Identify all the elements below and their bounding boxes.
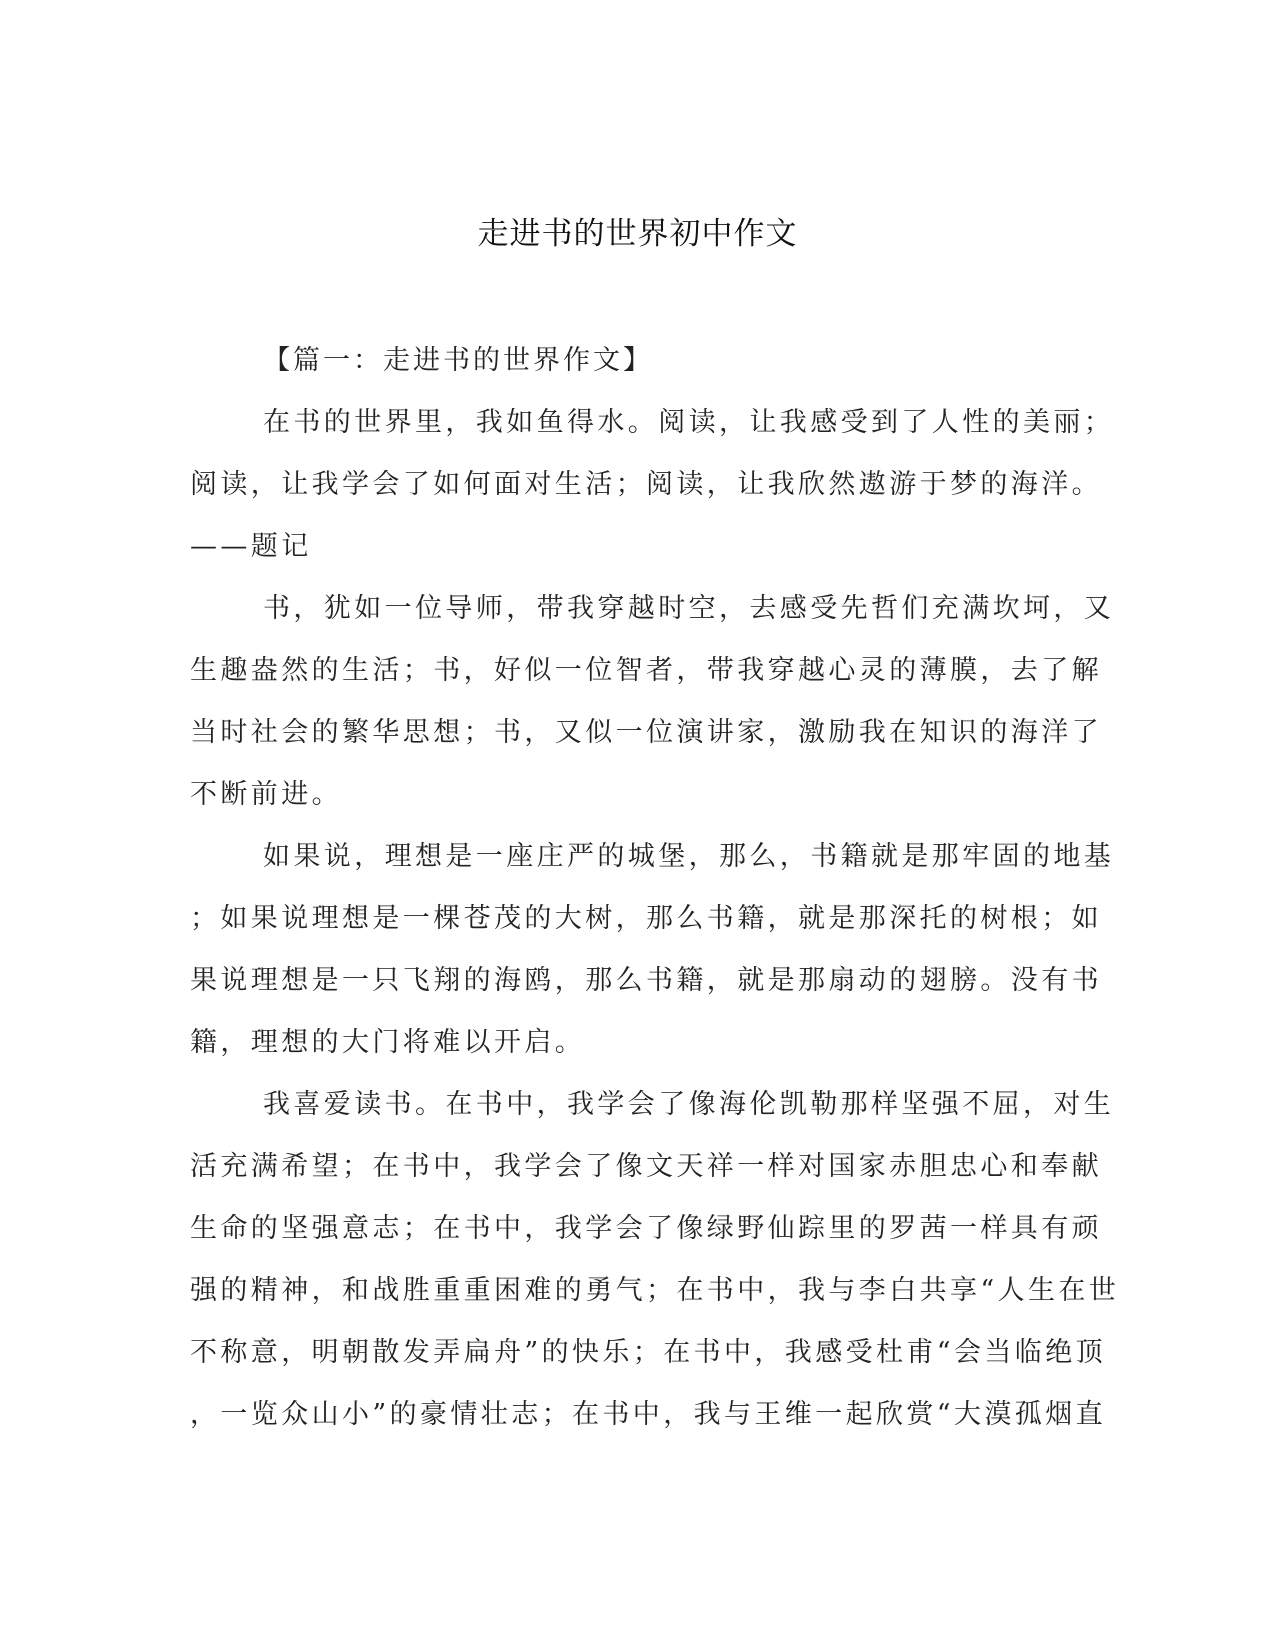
paragraph-ideal [190, 826, 1115, 1074]
paragraph-line: ；如果说理想是一棵苍茂的大树，那么书籍，就是那深托的树根；如 [190, 903, 1102, 934]
paragraph-line: 生趣盎然的生活；书，好似一位智者，带我穿越心灵的薄膜，去了解 [190, 655, 1102, 686]
paragraph-line: 如果说，理想是一座庄严的城堡，那么，书籍就是那牢固的地基 [263, 841, 1115, 872]
paragraph-book-mentor [190, 578, 1115, 826]
document-title: 走进书的世界初中作文 [477, 216, 798, 252]
paragraph-line: 籍，理想的大门将难以开启。 [190, 1027, 586, 1058]
paragraph-epigraph [190, 392, 1115, 578]
paragraph-line: 当时社会的繁华思想；书，又似一位演讲家，激励我在知识的海洋了 [190, 717, 1102, 748]
paragraph-line: 书，犹如一位导师，带我穿越时空，去感受先哲们充满坎坷，又 [263, 593, 1115, 624]
paragraph-line: 强的精神，和战胜重重困难的勇气；在书中，我与李白共享“人生在世 [190, 1275, 1120, 1306]
paragraph-line: 活充满希望；在书中，我学会了像文天祥一样对国家赤胆忠心和奉献 [190, 1151, 1102, 1182]
paragraph-line: 生命的坚强意志；在书中，我学会了像绿野仙踪里的罗茜一样具有顽 [190, 1213, 1102, 1244]
paragraph-love-reading [190, 1074, 1120, 1446]
paragraph-line: 在书的世界里，我如鱼得水。阅读，让我感受到了人性的美丽； [263, 407, 1115, 438]
paragraph-line: 阅读，让我学会了如何面对生活；阅读，让我欣然遨游于梦的海洋。 [190, 469, 1102, 500]
section-heading: 【篇一：走进书的世界作文】 [263, 345, 653, 376]
paragraph-line: ，一览众山小”的豪情壮志；在书中，我与王维一起欣赏“大漠孤烟直 [190, 1399, 1107, 1430]
paragraph-line: 不称意，明朝散发弄扁舟”的快乐；在书中，我感受杜甫“会当临绝顶 [190, 1337, 1107, 1368]
paragraph-line: 不断前进。 [190, 779, 342, 810]
document-body [190, 330, 1120, 1446]
epigraph-attribution: ——题记 [190, 531, 312, 562]
paragraph-line: 我喜爱读书。在书中，我学会了像海伦凯勒那样坚强不屈，对生 [263, 1089, 1115, 1120]
paragraph-line: 果说理想是一只飞翔的海鸥，那么书籍，就是那扇动的翅膀。没有书 [190, 965, 1102, 996]
